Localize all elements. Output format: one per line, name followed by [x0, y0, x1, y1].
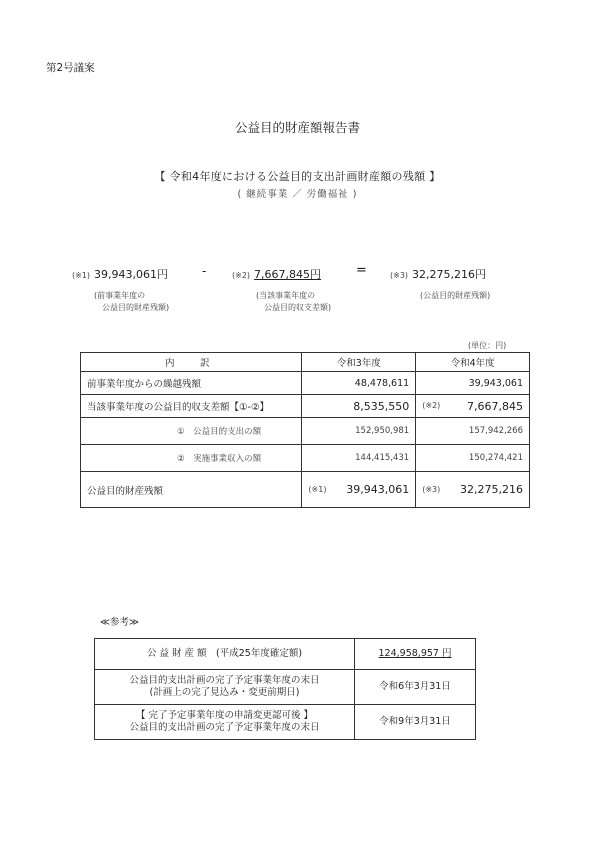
reference-value	[355, 705, 476, 740]
header-r3: 令和3年度	[302, 353, 416, 372]
cell-r4-value: 150,274,421	[468, 453, 523, 463]
cell-r4-value: 39,943,061	[468, 377, 523, 389]
cell-r4-mark: (※3)	[422, 485, 441, 494]
row-label: 前事業年度からの繰越残額	[81, 372, 302, 395]
cell-r3	[302, 445, 416, 472]
formula-term-1	[72, 266, 168, 282]
note-2-line-1: (当該事業年度の	[256, 291, 316, 300]
row-label: 当該事業年度の公益目的収支差額【①-②】	[81, 395, 302, 418]
header-r4: 令和4年度	[416, 353, 530, 372]
formula-term-3	[390, 266, 486, 282]
note-3-line-1: (公益目的財産残額)	[420, 291, 491, 300]
cell-r3	[302, 472, 416, 508]
cell-r4	[416, 472, 530, 508]
cell-r3-value: 144,415,431	[355, 453, 410, 463]
row-label: ① 公益目的支出の額	[81, 418, 302, 445]
table-row	[81, 395, 530, 418]
section-subtitle: 【 令和4年度における公益目的支出計画財産額の残額 】	[154, 170, 441, 183]
reference-label-line-1: 公 益 財 産 額 (平成25年度確定額)	[146, 648, 303, 659]
reference-label-line-2: (計画上の完了見込み・変更前期日)	[149, 687, 300, 698]
formula-value-1: 39,943,061円	[94, 268, 169, 281]
cell-r4	[416, 372, 530, 395]
reference-label-line-1: 公益目的支出計画の完了予定事業年度の末日	[129, 675, 320, 686]
reference-table	[94, 638, 476, 740]
reference-value-text: 令和9年3月31日	[379, 716, 451, 727]
reference-label	[95, 705, 355, 740]
formula-minus: -	[202, 264, 207, 278]
formula-equals: =	[356, 263, 367, 278]
cell-r4	[416, 445, 530, 472]
cell-r3-mark: (※1)	[308, 485, 327, 494]
formula-note-3	[420, 290, 490, 302]
reference-value-text: 124,958,957 円	[378, 648, 452, 659]
reference-label-line-1: 【 完了予定事業年度の申請変更認可後 】	[135, 710, 314, 721]
row-label: 公益目的財産残額	[81, 472, 302, 508]
table-row	[81, 445, 530, 472]
row-label: ② 実施事業収入の額	[81, 445, 302, 472]
reference-label-line-2: 公益目的支出計画の完了予定事業年度の末日	[129, 722, 320, 733]
reference-value	[355, 639, 476, 670]
page-title: 公益目的財産額報告書	[234, 120, 360, 135]
cell-r3-value: 8,535,550	[353, 399, 410, 413]
formula-mark-2: (※2)	[232, 271, 251, 280]
breakdown-table	[80, 352, 530, 508]
cell-r3-value: 152,950,981	[355, 426, 410, 436]
reference-value-text: 令和6年3月31日	[379, 681, 451, 692]
agenda-number: 第2号議案	[46, 62, 95, 74]
reference-label	[95, 639, 355, 670]
cell-r4-value: 7,667,845	[467, 399, 523, 413]
cell-r4	[416, 418, 530, 445]
formula-term-2	[232, 266, 321, 282]
reference-row	[95, 670, 476, 705]
formula-mark-3: (※3)	[390, 271, 409, 280]
formula-value-2: 7,667,845円	[254, 268, 322, 281]
formula-mark-1: (※1)	[72, 271, 91, 280]
table-row	[81, 418, 530, 445]
table-header-row	[81, 353, 530, 372]
cell-r4-mark: (※2)	[422, 401, 441, 410]
cell-r3	[302, 418, 416, 445]
reference-label	[95, 670, 355, 705]
reference-value	[355, 670, 476, 705]
business-category: ( 継続事業 ／ 労働福祉 )	[237, 189, 358, 200]
formula-value-3: 32,275,216円	[412, 268, 487, 281]
reference-row	[95, 705, 476, 740]
unit-label: (単位：円)	[468, 341, 507, 350]
cell-r4-value: 157,942,266	[468, 426, 523, 436]
header-breakdown: 内 訳	[81, 353, 302, 372]
cell-r3-value: 48,478,611	[354, 377, 410, 389]
cell-r3	[302, 395, 416, 418]
reference-heading: ≪参考≫	[100, 617, 139, 628]
reference-row	[95, 639, 476, 670]
cell-r3	[302, 372, 416, 395]
note-1-line-1: (前事業年度の	[94, 291, 146, 300]
formula-note-1	[94, 290, 169, 314]
formula-note-2	[256, 290, 331, 314]
cell-r4	[416, 395, 530, 418]
cell-r4-value: 32,275,216	[460, 483, 523, 496]
cell-r3-value: 39,943,061	[346, 483, 410, 496]
note-2-line-2: 公益目的収支差額)	[264, 303, 332, 312]
table-row	[81, 372, 530, 395]
table-row	[81, 472, 530, 508]
note-1-line-2: 公益目的財産残額)	[102, 303, 170, 312]
